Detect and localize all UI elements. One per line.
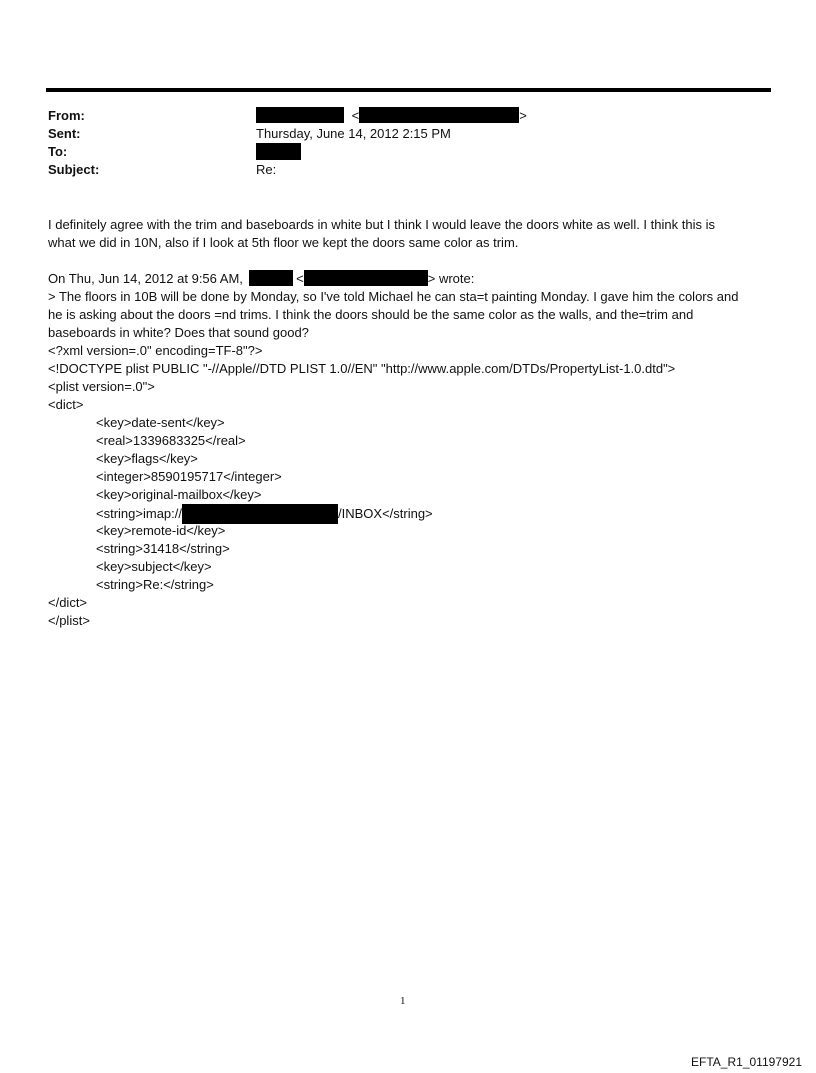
from-label: From:: [48, 108, 85, 123]
xml-line: <integer>8590195717</integer>: [96, 469, 282, 484]
xml-line: <real>1339683325</real>: [96, 433, 246, 448]
from-value: [256, 107, 527, 125]
quote-line-2: he is asking about the doors =nd trims. I think the doors should be the same color as the walls, and the=trim and: [48, 307, 694, 322]
redacted-quote-name: [249, 270, 293, 286]
redacted-mailbox: [182, 504, 338, 524]
sent-row: [48, 125, 748, 143]
reply-line-2: what we did in 10N, also if I look at 5th floor we kept the doors same color as trim.: [48, 235, 519, 250]
to-label: To:: [48, 144, 68, 159]
xml-line: <plist version=.0">: [48, 379, 155, 394]
xml-line: <key>flags</key>: [96, 451, 198, 466]
page-number: 1: [400, 995, 406, 1007]
subject-value: Re:: [256, 162, 277, 177]
redacted-recipient: [256, 143, 301, 160]
from-lt: <: [351, 108, 360, 123]
imap-suffix: /INBOX</string>: [338, 506, 433, 521]
quote-lt: <: [296, 271, 304, 286]
xml-line: <key>original-mailbox</key>: [96, 487, 262, 502]
xml-line: <?xml version=.0" encoding=TF-8"?>: [48, 343, 263, 358]
xml-line-imap: [96, 504, 433, 524]
subject-label: Subject:: [48, 162, 100, 177]
imap-prefix: <string>imap://: [96, 506, 182, 521]
header-rule: [46, 88, 771, 92]
sent-label: Sent:: [48, 126, 81, 141]
xml-line: <key>date-sent</key>: [96, 415, 225, 430]
quote-line-3: baseboards in white? Does that sound good?: [48, 325, 309, 340]
quote-suffix: > wrote:: [427, 271, 475, 286]
xml-line: </dict>: [48, 595, 88, 610]
subject-row: [48, 161, 748, 179]
xml-line: <string>31418</string>: [96, 541, 230, 556]
to-value: [256, 143, 301, 161]
from-row: [48, 107, 748, 125]
quote-attribution: [48, 270, 474, 288]
document-id: EFTA_R1_01197921: [691, 1055, 802, 1069]
xml-line: <key>remote-id</key>: [96, 523, 226, 538]
quote-line-1: > The floors in 10B will be done by Monday, so I've told Michael he can sta=t painting Monday. I gave him the colors and: [48, 289, 739, 304]
redacted-quote-email: [304, 270, 428, 286]
from-gt: >: [519, 108, 527, 123]
sent-value: Thursday, June 14, 2012 2:15 PM: [256, 126, 451, 141]
to-row: [48, 143, 748, 161]
xml-line: <dict>: [48, 397, 84, 412]
redacted-sender-name: [256, 107, 344, 123]
xml-line: <key>subject</key>: [96, 559, 212, 574]
redacted-sender-email: [359, 107, 519, 123]
quote-prefix: On Thu, Jun 14, 2012 at 9:56 AM,: [48, 271, 243, 286]
reply-line-1: I definitely agree with the trim and baseboards in white but I think I would leave the doors white as well. I think this is: [48, 217, 715, 232]
xml-line: </plist>: [48, 613, 90, 628]
xml-line: <!DOCTYPE plist PUBLIC "-//Apple//DTD PLIST 1.0//EN" "http://www.apple.com/DTDs/PropertyList-1.0.dtd">: [48, 361, 676, 376]
xml-line: <string>Re:</string>: [96, 577, 214, 592]
